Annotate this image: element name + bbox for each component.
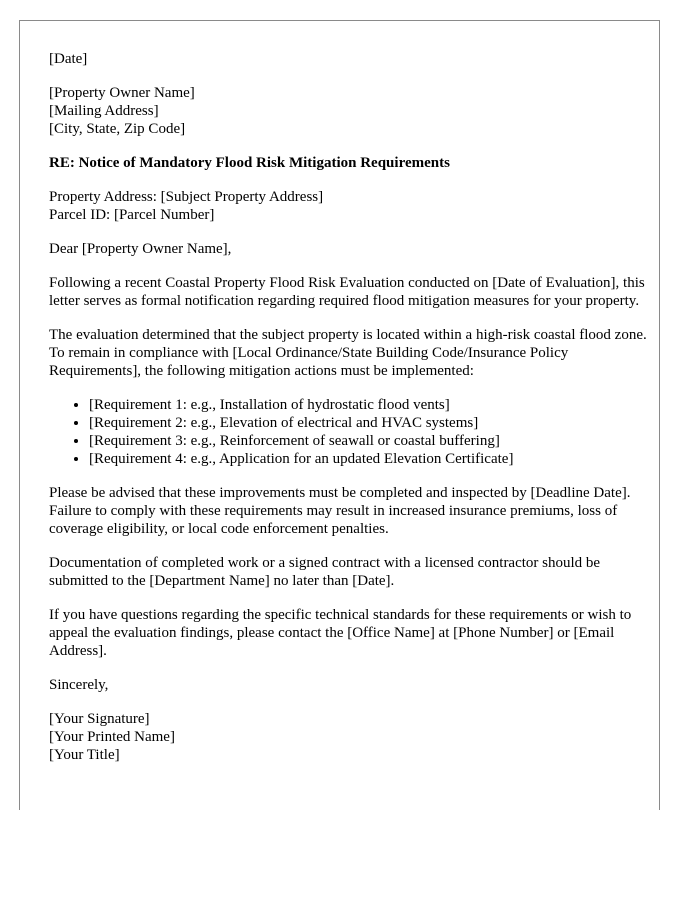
- printed-name: [Your Printed Name]: [49, 729, 175, 745]
- signature-line: [Your Signature]: [49, 711, 150, 727]
- list-item: • [Requirement 4: e.g., Application for an updated Elevation Certificate]: [89, 450, 649, 468]
- paragraph-deadline: Please be advised that these improvements must be completed and inspected by [Deadline Date]. Failure to comply with these requirements may result in increased insurance premiums, loss of coverage eligibility, or local code enforcement penalties.: [49, 485, 631, 537]
- letter-body: [49, 50, 649, 764]
- parcel-id: Parcel ID: [Parcel Number]: [49, 207, 215, 223]
- recipient-name: [Property Owner Name]: [49, 85, 195, 101]
- subject-line: RE: Notice of Mandatory Flood Risk Mitigation Requirements: [49, 155, 450, 171]
- list-item: • [Requirement 1: e.g., Installation of hydrostatic flood vents]: [89, 396, 649, 414]
- property-block: [49, 188, 649, 224]
- paragraph-questions: If you have questions regarding the specific technical standards for these requirements or wish to appeal the evaluation findings, please contact the [Office Name] at [Phone Number] or [Email Address].: [49, 607, 632, 659]
- requirements-list: [49, 396, 649, 468]
- salutation: Dear [Property Owner Name],: [49, 241, 232, 257]
- paragraph-flood-zone: The evaluation determined that the subject property is located within a high-risk coastal flood zone. To remain in compliance with [Local Ordinance/State Building Code/Insurance Policy Requirements], the following mitigation actions must be implemented:: [49, 327, 647, 379]
- property-address: Property Address: [Subject Property Address]: [49, 189, 324, 205]
- letter-date: [Date]: [49, 51, 88, 67]
- signer-title: [Your Title]: [49, 747, 120, 763]
- list-item: • [Requirement 2: e.g., Elevation of electrical and HVAC systems]: [89, 414, 649, 432]
- recipient-city-state-zip: [City, State, Zip Code]: [49, 121, 186, 137]
- recipient-block: [49, 84, 649, 138]
- paragraph-documentation: Documentation of completed work or a signed contract with a licensed contractor should be submitted to the [Department Name] no later than [Date].: [49, 555, 601, 589]
- paragraph-evaluation-notice: Following a recent Coastal Property Flood Risk Evaluation conducted on [Date of Evaluation], this letter serves as formal notification regarding required flood mitigation measures for your property.: [49, 275, 645, 309]
- letter-page: [19, 20, 660, 810]
- closing: Sincerely,: [49, 677, 109, 693]
- recipient-address: [Mailing Address]: [49, 103, 159, 119]
- list-item: • [Requirement 3: e.g., Reinforcement of seawall or coastal buffering]: [89, 432, 649, 450]
- signature-block: [49, 710, 649, 764]
